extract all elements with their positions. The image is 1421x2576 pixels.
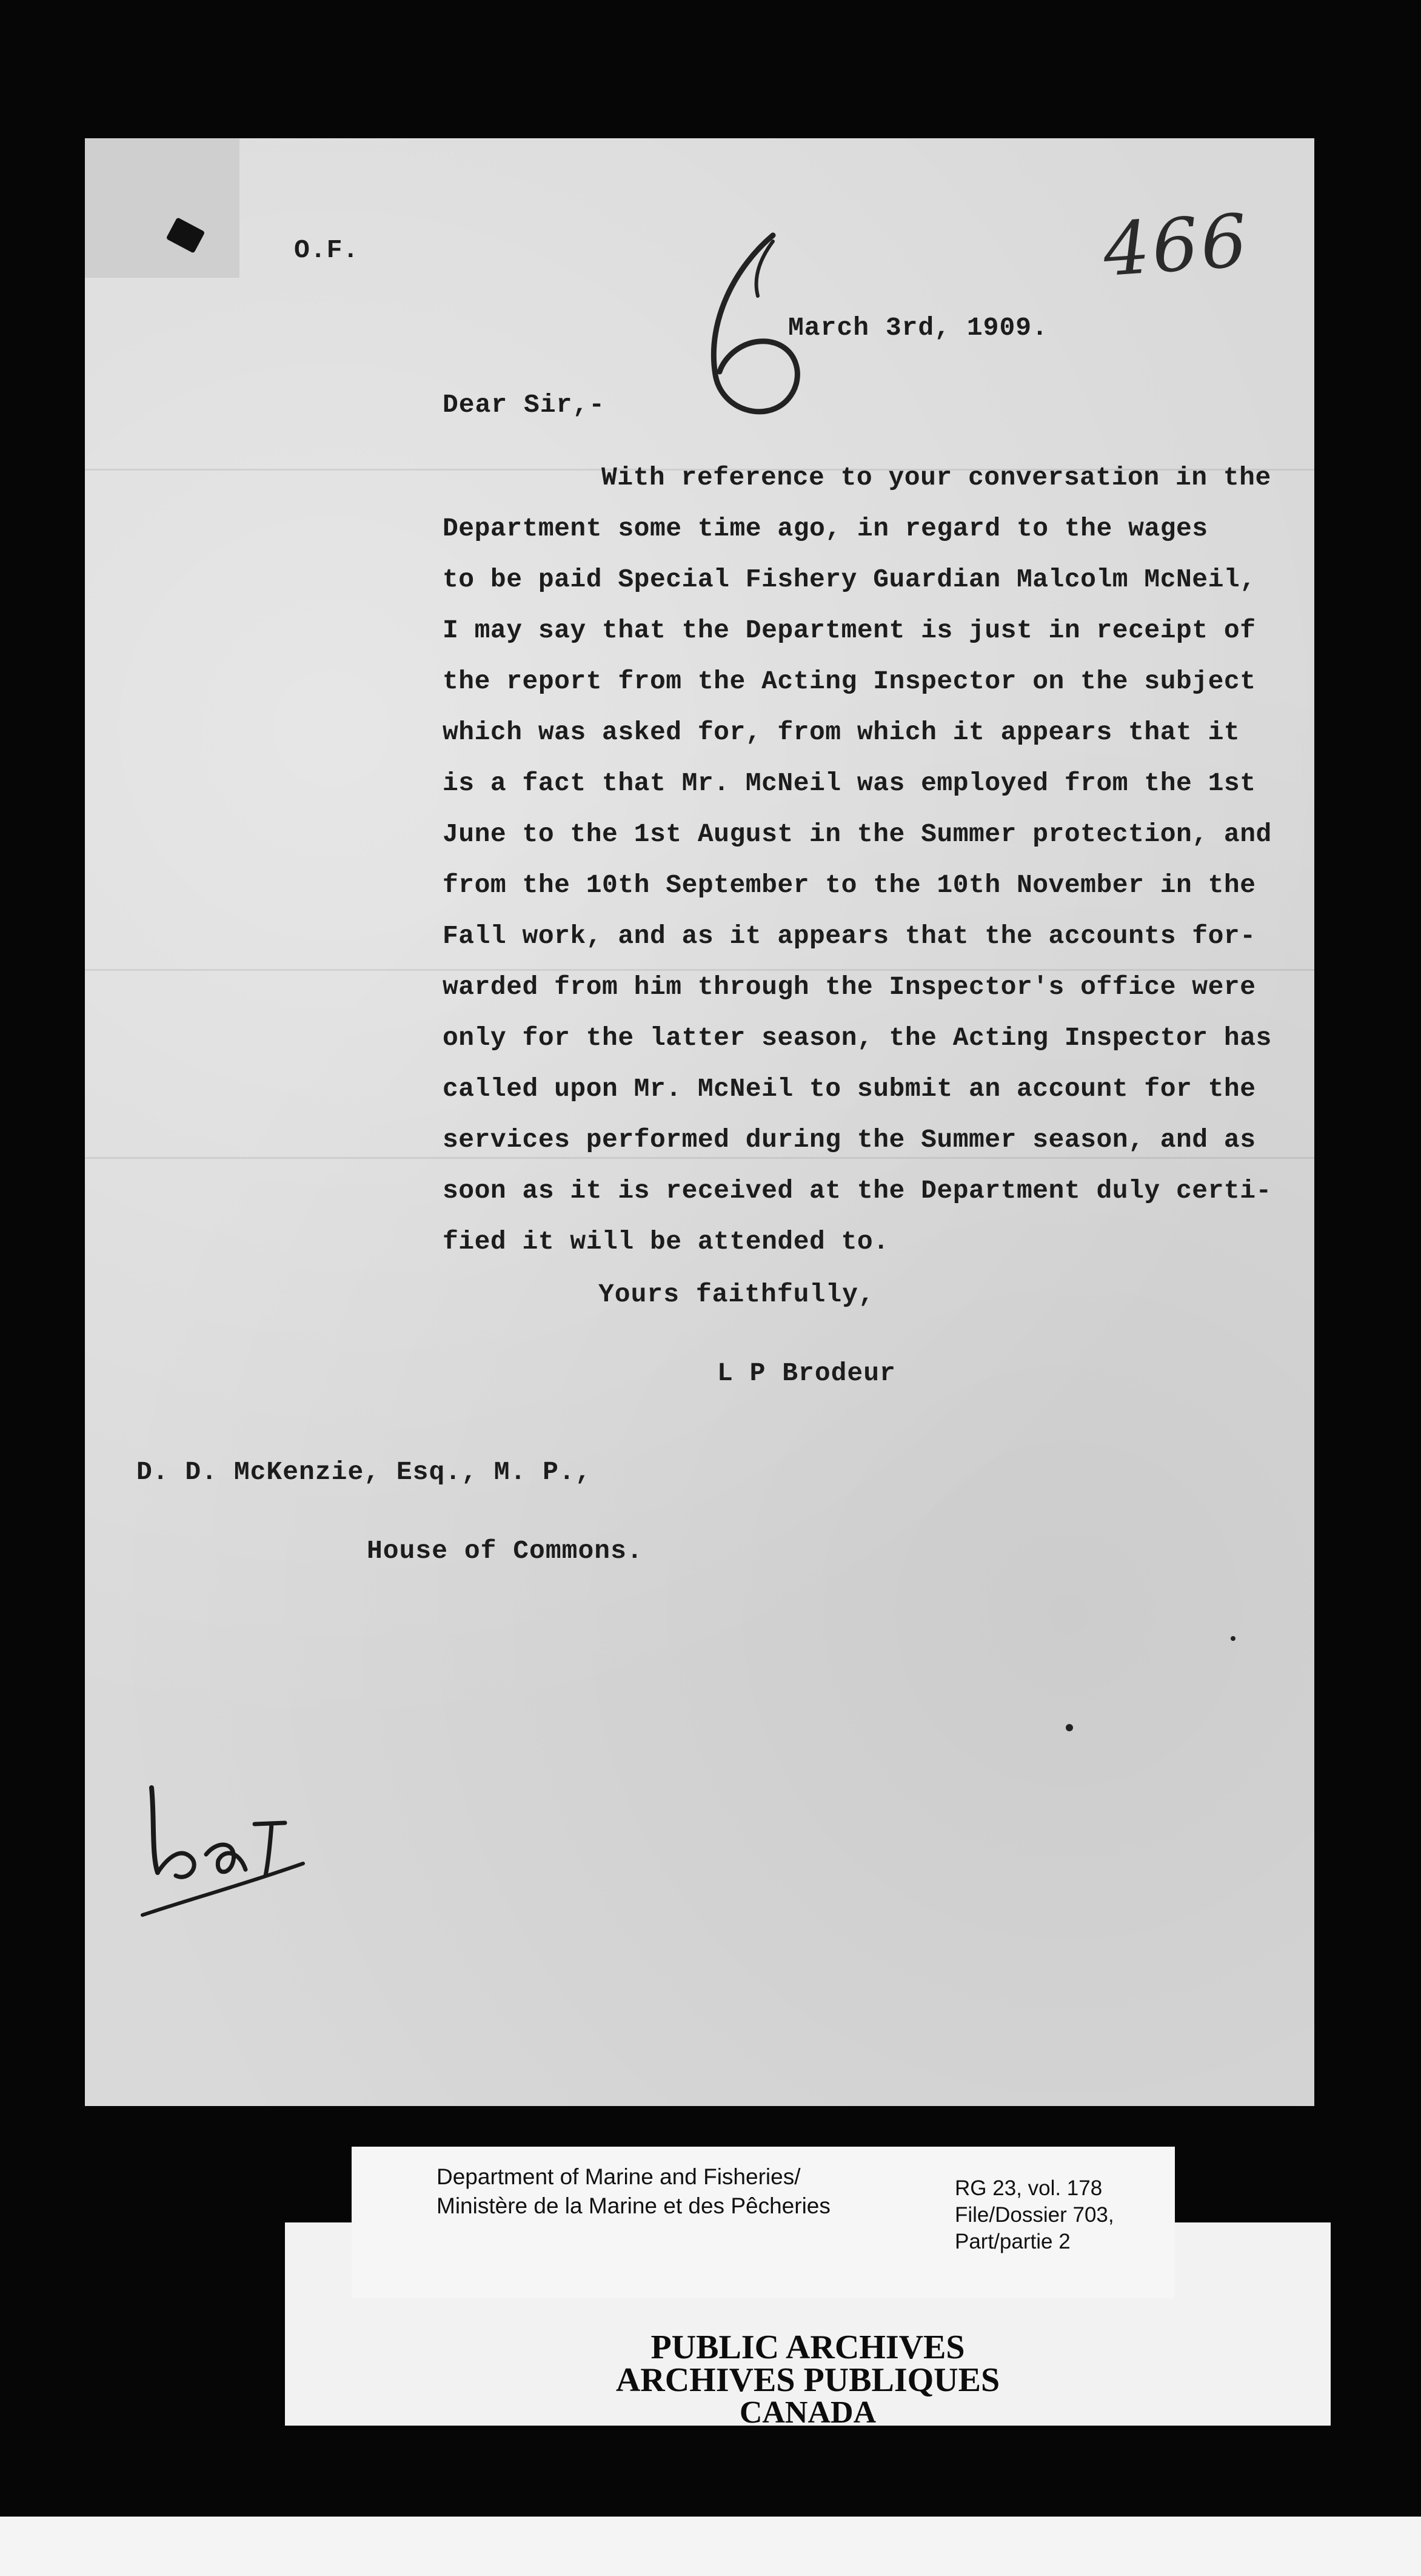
folio-number: 466: [1100, 198, 1252, 293]
archive-reference-label: [352, 2147, 1175, 2298]
department-english: Department of Marine and Fisheries/: [436, 2164, 801, 2189]
speck: [1066, 1724, 1073, 1731]
closing: Yours faithfully,: [598, 1280, 875, 1309]
scan-bottom-edge: [0, 2517, 1421, 2576]
body-line: which was asked for, from which it appears that it: [443, 717, 1240, 747]
body-line: from the 10th September to the 10th November in the: [443, 870, 1256, 900]
department-french: Ministère de la Marine et des Pêcheries: [436, 2193, 831, 2218]
body-line: the report from the Acting Inspector on the subject: [443, 666, 1256, 696]
body-line: only for the latter season, the Acting Inspector has: [443, 1023, 1272, 1053]
body-line: warded from him through the Inspector's office were: [443, 972, 1256, 1002]
fold-line: [85, 969, 1314, 971]
body-line: Department some time ago, in regard to the wages: [443, 514, 1208, 543]
archive-line-3: CANADA: [739, 2395, 877, 2430]
file-mark: O.F.: [294, 235, 359, 265]
body-line: services performed during the Summer season, and as: [443, 1125, 1256, 1155]
body-line: is a fact that Mr. McNeil was employed from the 1st: [443, 768, 1256, 798]
reference-volume: RG 23, vol. 178: [955, 2176, 1103, 2200]
body-line: I may say that the Department is just in receipt of: [443, 615, 1256, 645]
fold-line: [85, 1157, 1314, 1159]
signature: L P Brodeur: [717, 1358, 896, 1388]
archive-line-2: ARCHIVES PUBLIQUES: [615, 2361, 1000, 2399]
sheet-corner-tab: [85, 138, 239, 278]
recipient-address: House of Commons.: [367, 1536, 643, 1566]
body-line: June to the 1st August in the Summer protection, and: [443, 819, 1272, 849]
archive-line-1: PUBLIC ARCHIVES: [650, 2329, 965, 2366]
salutation: Dear Sir,-: [443, 390, 606, 420]
letter-sheet: [85, 138, 1314, 2106]
body-line: Fall work, and as it appears that the accounts for-: [443, 921, 1256, 951]
letter-date: March 3rd, 1909.: [788, 313, 1048, 343]
recipient-name: D. D. McKenzie, Esq., M. P.,: [136, 1457, 592, 1487]
reference-file: File/Dossier 703,: [955, 2203, 1114, 2227]
body-line: With reference to your conversation in the: [601, 463, 1271, 492]
body-line: to be paid Special Fishery Guardian Malcolm McNeil,: [443, 565, 1256, 594]
body-line: fied it will be attended to.: [443, 1227, 889, 1256]
speck: [1231, 1636, 1235, 1641]
body-line: called upon Mr. McNeil to submit an account for the: [443, 1074, 1256, 1104]
handwritten-initials-mark: [133, 1751, 315, 1933]
body-line: soon as it is received at the Department duly certi-: [443, 1176, 1272, 1206]
reference-part: Part/partie 2: [955, 2230, 1071, 2253]
